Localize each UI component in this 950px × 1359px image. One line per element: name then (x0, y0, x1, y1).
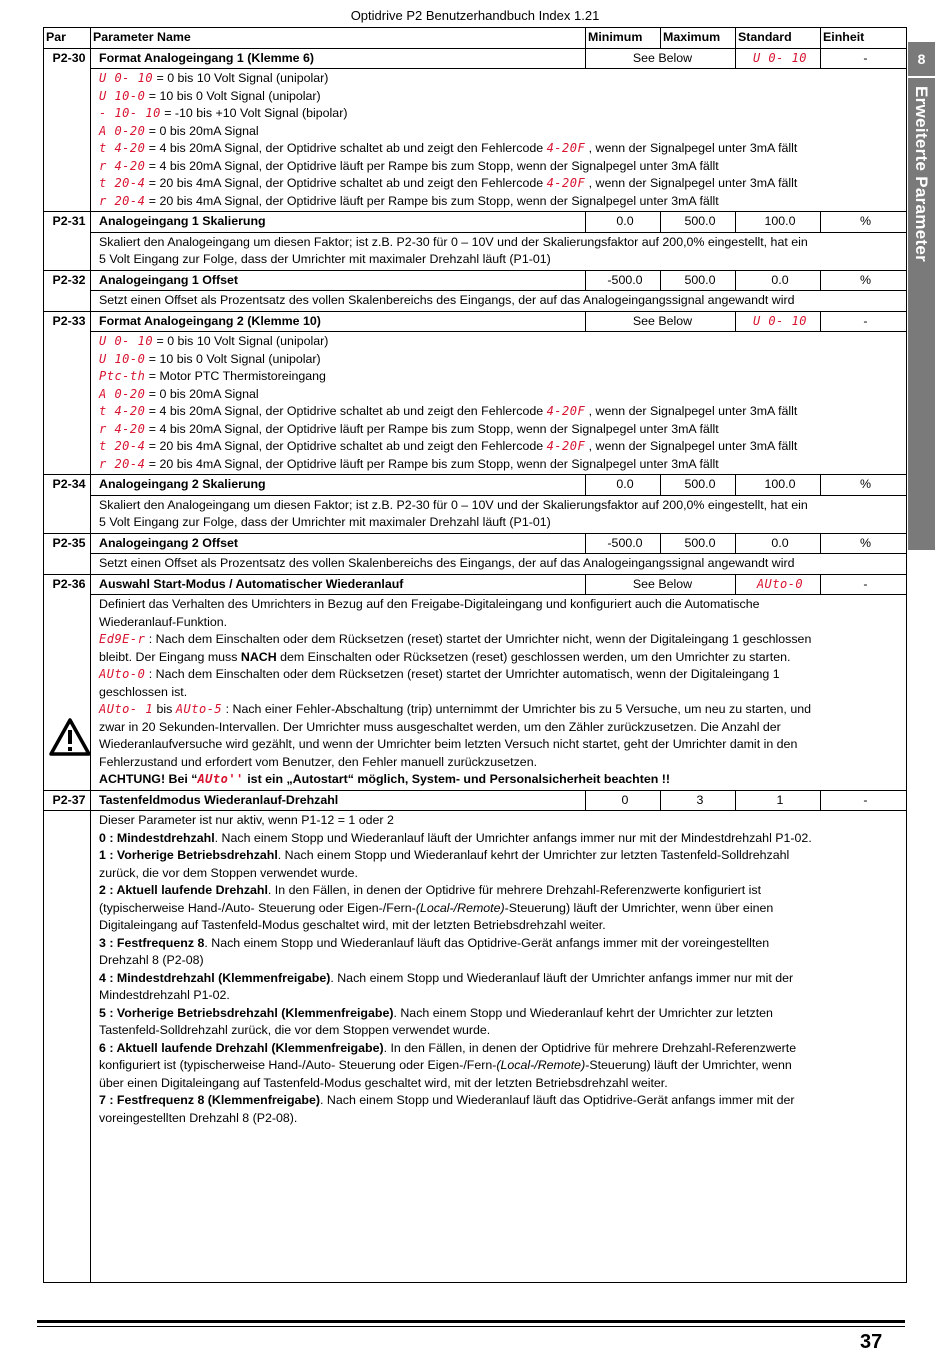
param-default: U 0- 10 (752, 50, 808, 65)
param-max: 500.0 (661, 475, 736, 496)
param-default: 100.0 (736, 475, 821, 496)
option-line: t 20-4 = 20 bis 4mA Signal, der Optidrive schaltet ab und zeigt den Fehlercode 4-20F , wenn der Signalpegel unter 3mA fällt (99, 176, 798, 190)
chapter-number: 8 (908, 42, 935, 78)
param-name: Analogeingang 2 Skalierung (91, 475, 586, 496)
param-default: 0.0 (736, 533, 821, 554)
param-unit: % (821, 270, 907, 291)
footer-rule-thin (37, 1326, 905, 1327)
param-default: 1 (736, 790, 821, 811)
param-description: Dieser Parameter ist nur aktiv, wenn P1-12 = 1 oder 2 0 : Mindestdrehzahl. Nach einem Stopp und Wiederanlauf läuft der Umrichter anfangs immer nur mit der Mindestdrehzahl P1-02. 1 : Vorherige Betriebsdrehzahl. Nach einem Stopp und Wiederanlauf kehrt der Umrichter zur letzten Tastenfeld-Solldrehzahl zurück, die vor dem Stoppen verwendet wurde. 2 : Aktuell laufende Drehzahl. In den Fällen, in denen der Optidrive für mehrere Drehzahl-Referenzwerte konfiguriert ist (typischerweise Hand-/Auto- Steuerung oder Eigen-/Fern-(Local-/Remote)-Steuerung) läuft der Umrichter, wenn über einen Digitaleingang auf Tastenfeld-Modus geschaltet wird, mit der letzten Betriebsdrehzahl weiter. 3 : Festfrequenz 8. Nach einem Stopp und Wiederanlauf läuft das Optidrive-Gerät anfangs immer mit der voreingestellten Drehzahl 8 (P2-08) 4 : Mindestdrehzahl (Klemmenfreigabe). Nach einem Stopp und Wiederanlauf läuft der Umrichter anfangs immer nur mit der Mindestdrehzahl P1-02. 5 : Vorherige Betriebsdrehzahl (Klemmenfreigabe). Nach einem Stopp und Wiederanlauf kehrt der Umrichter zur letzten Tastenfeld-Solldrehzahl zurück, die vor dem Stoppen verwendet wurde. 6 : Aktuell laufende Drehzahl (Klemmenfreigabe). In den Fällen, in denen der Optidrive für mehrere Drehzahl-Referenzwerte konfiguriert ist (typischerweise Hand-/Auto- Steuerung oder Eigen-/Fern-(Local-/Remote)-Steuerung) läuft der Umrichter, wenn über einen Digitaleingang auf Tastenfeld-Modus geschaltet wird, mit der letzten Betriebsdrehzahl weiter. 7 : Festfrequenz 8 (Klemmenfreigabe). Nach einem Stopp und Wiederanlauf läuft das Optidrive-Gerät anfangs immer mit der voreingestellten Drehzahl 8 (P2-08). (91, 811, 907, 1283)
option-line: r 20-4 = 20 bis 4mA Signal, der Optidrive läuft per Rampe bis zum Stopp, wenn der Signalpegel unter 3mA fällt (99, 193, 719, 208)
param-row-p2-34 (44, 475, 907, 496)
param-id: P2-30 (44, 48, 91, 212)
param-min: 0 (586, 790, 661, 811)
param-row-p2-30 (44, 48, 907, 69)
param-description: Setzt einen Offset als Prozentsatz des vollen Skalenbereichs des Eingangs, der auf das Analogeingangssignal angewandt wird (91, 291, 907, 312)
param-description (91, 69, 907, 212)
param-unit: % (821, 475, 907, 496)
table-header-row (44, 28, 907, 49)
param-description: Definiert das Verhalten des Umrichters in Bezug auf den Freigabe-Digitaleingang und konfiguriert auch die Automatische Wiederanlauf-Funktion. Ed9E-r : Nach dem Einschalten oder dem Rücksetzen (reset) startet der Umrichter nicht, wenn der Digitaleingang 1 geschlossen bleibt. Der Eingang muss NACH dem Einschalten oder Rücksetzen (reset) geschlossen werden, um den Umrichter zu starten. AUto-0 : Nach dem Einschalten oder dem Rücksetzen (reset) startet der Umrichter automatisch, wenn der Digitaleingang 1 geschlossen ist. AUto- 1 bis AUto-5 : Nach einer Fehler-Abschaltung (trip) unternimmt der Umrichter bis zu 5 Versuche, um neu zu starten, und zwar in 20 Sekunden-Intervallen. Der Umrichter muss ausgeschaltet werden, um den Zähler zurückzusetzen. Die Anzahl der Wiederanlaufversuche wird gezählt, und wenn der Umrichter beim letzten Versuch nicht startet, geht der Umrichter damit in den Fehlerzustand und erfordert vom Benutzer, den Fehler manuell zurückzusetzen. ACHTUNG! Bei “AUto'' ist ein „Autostart“ möglich, System- und Personalsicherheit beachten !! (91, 595, 907, 791)
col-par: Par (44, 28, 91, 49)
param-description: Setzt einen Offset als Prozentsatz des vollen Skalenbereichs des Eingangs, der auf das Analogeingangssignal angewandt wird (91, 554, 907, 575)
param-max: 500.0 (661, 533, 736, 554)
param-row-p2-32 (44, 270, 907, 291)
param-name: Auswahl Start-Modus / Automatischer Wiederanlauf (91, 574, 586, 595)
param-desc-p2-30 (44, 69, 907, 212)
param-row-p2-35 (44, 533, 907, 554)
param-max: 3 (661, 790, 736, 811)
param-description (91, 332, 907, 475)
parameter-table (43, 27, 907, 1283)
warning-text: ACHTUNG! Bei “AUto'' ist ein „Autostart“ möglich, System- und Personalsicherheit beachten !! (99, 772, 670, 786)
param-name: Format Analogeingang 2 (Klemme 10) (91, 311, 586, 332)
param-range: See Below (586, 574, 736, 595)
param-id: P2-37 (44, 790, 91, 811)
param-unit: - (821, 311, 907, 332)
param-row-p2-37 (44, 790, 907, 811)
param-max: 500.0 (661, 270, 736, 291)
param-id: P2-36 (44, 574, 91, 790)
option-line: U 10-0 = 10 bis 0 Volt Signal (unipolar) (99, 88, 321, 103)
col-unit: Einheit (821, 28, 907, 49)
param-id: P2-32 (44, 270, 91, 311)
param-desc-p2-31 (44, 232, 907, 270)
param-name: Analogeingang 1 Offset (91, 270, 586, 291)
param-row-p2-36 (44, 574, 907, 595)
param-unit: - (821, 790, 907, 811)
param-min: 0.0 (586, 212, 661, 233)
param-default: 100.0 (736, 212, 821, 233)
param-unit: % (821, 533, 907, 554)
option-line: r 20-4 = 20 bis 4mA Signal, der Optidrive läuft per Rampe bis zum Stopp, wenn der Signalpegel unter 3mA fällt (99, 456, 719, 471)
param-description: Skaliert den Analogeingang um diesen Faktor; ist z.B. P2-30 für 0 – 10V und der Skalierungsfaktor auf 200,0% eingestellt, hat ein 5 Volt Eingang zur Folge, dass der Umrichter mit maximaler Drehzahl läuft (P1-01) (91, 495, 907, 533)
param-desc-p2-36 (44, 595, 907, 791)
col-min: Minimum (586, 28, 661, 49)
option-line: t 4-20 = 4 bis 20mA Signal, der Optidrive schaltet ab und zeigt den Fehlercode 4-20F , wenn der Signalpegel unter 3mA fällt (99, 141, 798, 155)
param-default: U 0- 10 (752, 313, 808, 328)
option-line: U 0- 10 = 0 bis 10 Volt Signal (unipolar) (99, 71, 329, 85)
param-name: Analogeingang 2 Offset (91, 533, 586, 554)
param-min: -500.0 (586, 270, 661, 291)
param-desc-p2-33 (44, 332, 907, 475)
param-default: AUto-0 (756, 576, 804, 591)
param-id: P2-31 (44, 212, 91, 271)
param-unit: - (821, 48, 907, 69)
option-line: Ptc-th = Motor PTC Thermistoreingang (99, 369, 326, 383)
option-line: r 4-20 = 4 bis 20mA Signal, der Optidrive läuft per Rampe bis zum Stopp, wenn der Signalpegel unter 3mA fällt (99, 158, 719, 173)
param-range: See Below (586, 311, 736, 332)
param-desc-p2-35 (44, 554, 907, 575)
chapter-label: Erweiterte Parameter (912, 86, 931, 263)
option-line: r 4-20 = 4 bis 20mA Signal, der Optidrive läuft per Rampe bis zum Stopp, wenn der Signalpegel unter 3mA fällt (99, 421, 719, 436)
page-number: 37 (860, 1331, 883, 1353)
param-unit: % (821, 212, 907, 233)
param-row-p2-31 (44, 212, 907, 233)
param-desc-p2-37 (44, 811, 907, 1283)
param-desc-p2-34 (44, 495, 907, 533)
warning-triangle-icon (49, 717, 91, 757)
option-line: U 10-0 = 10 bis 0 Volt Signal (unipolar) (99, 351, 321, 366)
param-desc-p2-32 (44, 291, 907, 312)
col-name: Parameter Name (91, 28, 586, 49)
option-line: A 0-20 = 0 bis 20mA Signal (99, 123, 259, 138)
document-title: Optidrive P2 Benutzerhandbuch Index 1.21 (350, 8, 600, 23)
col-max: Maximum (661, 28, 736, 49)
param-id: P2-34 (44, 475, 91, 534)
option-line: - 10- 10 = -10 bis +10 Volt Signal (bipolar) (99, 106, 348, 120)
option-line: U 0- 10 = 0 bis 10 Volt Signal (unipolar) (99, 334, 329, 348)
param-name: Tastenfeldmodus Wiederanlauf-Drehzahl (91, 790, 586, 811)
param-max: 500.0 (661, 212, 736, 233)
col-std: Standard (736, 28, 821, 49)
param-range: See Below (586, 48, 736, 69)
chapter-tab (908, 42, 935, 550)
param-id: P2-35 (44, 533, 91, 574)
footer-rule (37, 1320, 905, 1323)
param-min: 0.0 (586, 475, 661, 496)
option-line: t 20-4 = 20 bis 4mA Signal, der Optidrive schaltet ab und zeigt den Fehlercode 4-20F , wenn der Signalpegel unter 3mA fällt (99, 439, 798, 453)
param-id: P2-33 (44, 311, 91, 475)
param-name: Analogeingang 1 Skalierung (91, 212, 586, 233)
param-name: Format Analogeingang 1 (Klemme 6) (91, 48, 586, 69)
param-row-p2-33 (44, 311, 907, 332)
option-line: t 4-20 = 4 bis 20mA Signal, der Optidrive schaltet ab und zeigt den Fehlercode 4-20F , wenn der Signalpegel unter 3mA fällt (99, 404, 798, 418)
param-min: -500.0 (586, 533, 661, 554)
option-line: A 0-20 = 0 bis 20mA Signal (99, 386, 259, 401)
param-unit: - (821, 574, 907, 595)
param-default: 0.0 (736, 270, 821, 291)
param-description: Skaliert den Analogeingang um diesen Faktor; ist z.B. P2-30 für 0 – 10V und der Skalierungsfaktor auf 200,0% eingestellt, hat ein 5 Volt Eingang zur Folge, dass der Umrichter mit maximaler Drehzahl läuft (P1-01) (91, 232, 907, 270)
